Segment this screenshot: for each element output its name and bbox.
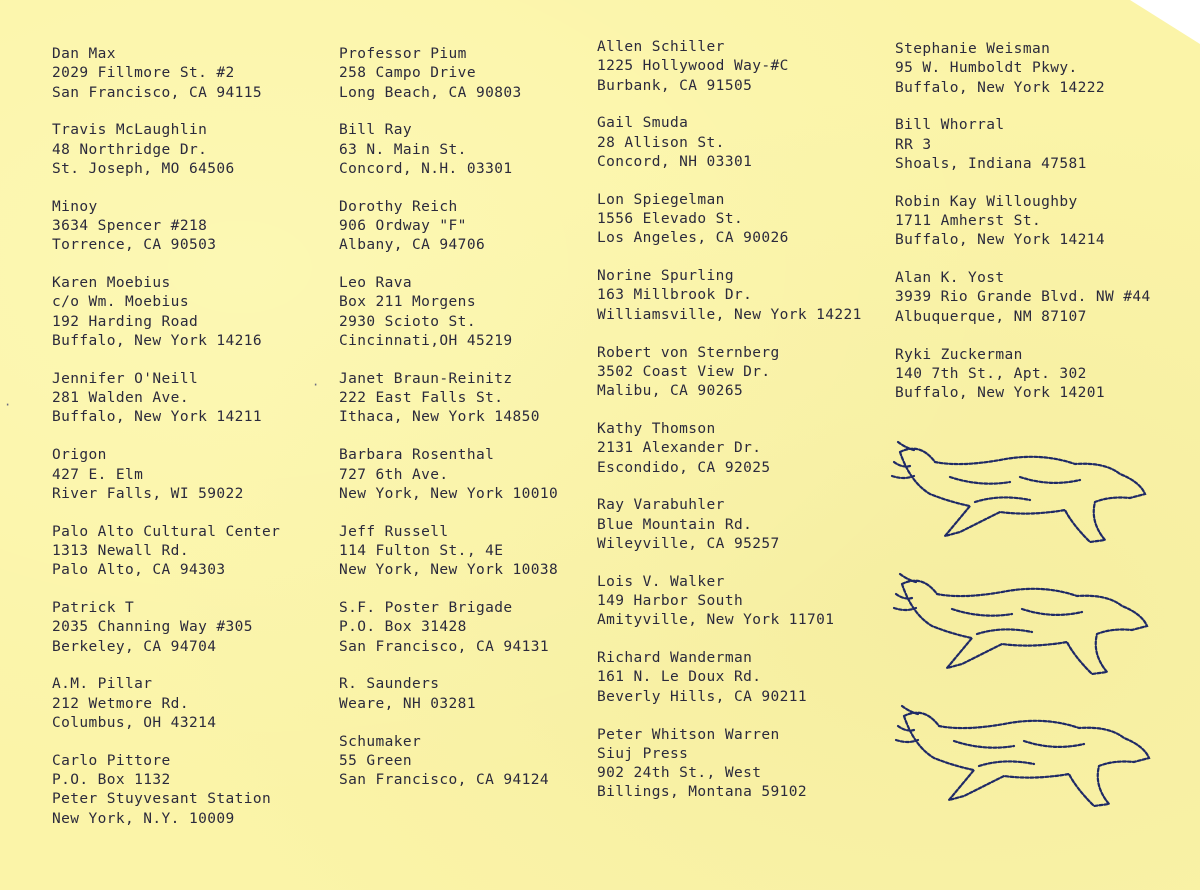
address-line: Shoals, Indiana 47581 xyxy=(895,155,1087,172)
address-entry xyxy=(52,274,342,351)
ink-speck: · xyxy=(312,378,320,392)
address-line: 161 N. Le Doux Rd. xyxy=(597,669,762,686)
contact-name: Robert von Sternberg xyxy=(597,344,780,361)
contact-name: Palo Alto Cultural Center xyxy=(52,523,281,540)
address-entry xyxy=(339,198,629,256)
address-column-2 xyxy=(339,45,629,809)
address-line: Ithaca, New York 14850 xyxy=(339,409,540,426)
address-line: 149 Harbor South xyxy=(597,593,744,610)
contact-name: Alan K. Yost xyxy=(895,270,1005,287)
rubber-stamp-illustrations xyxy=(890,432,1155,832)
address-line: Buffalo, New York 14216 xyxy=(52,333,262,350)
contact-name: Origon xyxy=(52,447,107,464)
address-entry xyxy=(339,446,629,504)
address-entry xyxy=(597,38,887,96)
address-line: Palo Alto, CA 94303 xyxy=(52,562,226,579)
contact-name: Bill Ray xyxy=(339,122,413,139)
address-line: 63 N. Main St. xyxy=(339,141,467,158)
contact-name: Carlo Pittore xyxy=(52,752,171,769)
address-line: 1225 Hollywood Way-#C xyxy=(597,58,789,75)
address-line: San Francisco, CA 94124 xyxy=(339,772,549,789)
address-line: Billings, Montana 59102 xyxy=(597,784,807,801)
address-line: 902 24th St., West xyxy=(597,765,762,782)
contact-name: Ray Varabuhler xyxy=(597,497,725,514)
address-entry xyxy=(597,726,887,803)
address-line: RR 3 xyxy=(895,136,932,153)
address-entry xyxy=(597,114,887,172)
address-column-3 xyxy=(597,38,887,821)
address-entry xyxy=(597,649,887,707)
address-entry xyxy=(895,116,1185,174)
address-line: 2930 Scioto St. xyxy=(339,313,476,330)
address-entry xyxy=(339,121,629,179)
address-entry xyxy=(52,446,342,504)
address-line: 48 Northridge Dr. xyxy=(52,141,208,158)
address-line: 2029 Fillmore St. #2 xyxy=(52,65,235,82)
address-entry xyxy=(597,420,887,478)
contact-name: Gail Smuda xyxy=(597,115,689,132)
address-line: Buffalo, New York 14222 xyxy=(895,79,1105,96)
contact-name: Robin Kay Willoughby xyxy=(895,193,1078,210)
address-column-4 xyxy=(895,40,1185,422)
address-entry xyxy=(597,267,887,325)
address-entry xyxy=(52,752,342,829)
address-line: 258 Campo Drive xyxy=(339,65,476,82)
address-line: 55 Green xyxy=(339,752,413,769)
address-line: 28 Allison St. xyxy=(597,134,725,151)
address-line: Buffalo, New York 14211 xyxy=(52,409,262,426)
address-line: 3939 Rio Grande Blvd. NW #44 xyxy=(895,289,1151,306)
address-line: Beverly Hills, CA 90211 xyxy=(597,688,807,705)
torn-corner xyxy=(1130,0,1200,44)
address-line: Wileyville, CA 95257 xyxy=(597,535,780,552)
address-line: 3502 Coast View Dr. xyxy=(597,363,771,380)
contact-name: Norine Spurling xyxy=(597,268,734,285)
address-line: Burbank, CA 91505 xyxy=(597,77,753,94)
address-entry xyxy=(597,191,887,249)
contact-name: Patrick T xyxy=(52,600,135,617)
address-line: Box 211 Morgens xyxy=(339,294,476,311)
address-line: c/o Wm. Moebius xyxy=(52,294,189,311)
address-line: Peter Stuyvesant Station xyxy=(52,791,272,808)
contact-name: R. Saunders xyxy=(339,676,440,693)
address-line: Torrence, CA 90503 xyxy=(52,237,217,254)
contact-name: Dorothy Reich xyxy=(339,198,458,215)
contact-name: Karen Moebius xyxy=(52,275,171,292)
address-entry xyxy=(52,599,342,657)
contact-name: Travis McLaughlin xyxy=(52,122,208,139)
address-line: 212 Wetmore Rd. xyxy=(52,695,189,712)
address-line: 1556 Elevado St. xyxy=(597,211,744,228)
running-dog-stamp-1 xyxy=(890,432,1155,554)
address-column-1 xyxy=(52,45,342,848)
contact-name: Barbara Rosenthal xyxy=(339,447,495,464)
address-line: 114 Fulton St., 4E xyxy=(339,542,504,559)
contact-name: Allen Schiller xyxy=(597,39,725,55)
address-line: P.O. Box 1132 xyxy=(52,772,171,789)
address-entry xyxy=(52,45,342,103)
address-entry xyxy=(339,599,629,657)
address-entry xyxy=(597,344,887,402)
contact-name: Janet Braun-Reinitz xyxy=(339,370,513,387)
contact-name: A.M. Pillar xyxy=(52,676,153,693)
address-line: 727 6th Ave. xyxy=(339,466,449,483)
address-line: San Francisco, CA 94115 xyxy=(52,84,262,101)
ink-speck: · xyxy=(4,398,12,412)
address-entry xyxy=(339,733,629,791)
address-entry xyxy=(597,573,887,631)
contact-name: Minoy xyxy=(52,198,98,215)
address-line: Concord, NH 03301 xyxy=(597,153,753,170)
address-entry xyxy=(895,193,1185,251)
address-line: 281 Walden Ave. xyxy=(52,390,189,407)
address-line: 1711 Amherst St. xyxy=(895,213,1042,230)
address-entry xyxy=(339,675,629,714)
contact-name: Kathy Thomson xyxy=(597,420,716,437)
address-line: New York, N.Y. 10009 xyxy=(52,810,235,827)
address-entry xyxy=(52,198,342,256)
address-line: 427 E. Elm xyxy=(52,466,144,483)
contact-name: Ryki Zuckerman xyxy=(895,346,1023,363)
address-line: Long Beach, CA 90803 xyxy=(339,84,522,101)
address-line: Siuj Press xyxy=(597,745,689,762)
address-entry xyxy=(597,496,887,554)
contact-name: Bill Whorral xyxy=(895,117,1005,134)
address-entry xyxy=(895,269,1185,327)
address-line: 906 Ordway "F" xyxy=(339,218,467,235)
address-line: Cincinnati,OH 45219 xyxy=(339,333,513,350)
address-line: Weare, NH 03281 xyxy=(339,695,476,712)
address-line: River Falls, WI 59022 xyxy=(52,485,244,502)
address-line: Albuquerque, NM 87107 xyxy=(895,308,1087,325)
address-line: Concord, N.H. 03301 xyxy=(339,160,513,177)
contact-name: Stephanie Weisman xyxy=(895,41,1051,57)
address-line: Albany, CA 94706 xyxy=(339,237,486,254)
contact-name: Lois V. Walker xyxy=(597,573,725,590)
running-dog-stamp-2 xyxy=(890,562,1155,684)
address-line: Berkeley, CA 94704 xyxy=(52,638,217,655)
address-line: Escondido, CA 92025 xyxy=(597,459,771,476)
contact-name: Professor Pium xyxy=(339,46,467,62)
contact-name: Lon Spiegelman xyxy=(597,191,725,208)
address-line: 2131 Alexander Dr. xyxy=(597,440,762,457)
address-line: New York, New York 10010 xyxy=(339,485,559,502)
contact-name: Schumaker xyxy=(339,733,422,750)
address-line: Columbus, OH 43214 xyxy=(52,715,217,732)
contact-name: Leo Rava xyxy=(339,275,413,292)
address-line: Buffalo, New York 14201 xyxy=(895,385,1105,402)
address-line: 140 7th St., Apt. 302 xyxy=(895,365,1087,382)
contact-name: Jeff Russell xyxy=(339,523,449,540)
contact-name: S.F. Poster Brigade xyxy=(339,600,513,617)
contact-name: Richard Wanderman xyxy=(597,650,753,667)
address-entry xyxy=(52,675,342,733)
address-line: St. Joseph, MO 64506 xyxy=(52,160,235,177)
address-entry xyxy=(52,370,342,428)
address-line: 2035 Channing Way #305 xyxy=(52,619,253,636)
address-line: Buffalo, New York 14214 xyxy=(895,232,1105,249)
address-line: P.O. Box 31428 xyxy=(339,619,467,636)
address-line: 3634 Spencer #218 xyxy=(52,218,208,235)
address-entry xyxy=(52,523,342,581)
address-line: San Francisco, CA 94131 xyxy=(339,638,549,655)
address-line: 222 East Falls St. xyxy=(339,390,504,407)
address-entry xyxy=(339,274,629,351)
address-line: 163 Millbrook Dr. xyxy=(597,287,753,304)
address-line: Williamsville, New York 14221 xyxy=(597,306,862,323)
address-entry xyxy=(339,45,629,103)
address-line: 95 W. Humboldt Pkwy. xyxy=(895,60,1078,77)
address-line: Blue Mountain Rd. xyxy=(597,516,753,533)
address-entry xyxy=(339,523,629,581)
address-line: Amityville, New York 11701 xyxy=(597,612,835,629)
address-entry xyxy=(52,121,342,179)
address-entry xyxy=(895,346,1185,404)
contact-name: Dan Max xyxy=(52,46,116,62)
contact-name: Jennifer O'Neill xyxy=(52,370,199,387)
address-line: Malibu, CA 90265 xyxy=(597,383,744,400)
address-entry xyxy=(339,370,629,428)
address-line: 192 Harding Road xyxy=(52,313,199,330)
address-line: New York, New York 10038 xyxy=(339,562,559,579)
contact-name: Peter Whitson Warren xyxy=(597,726,780,743)
address-line: Los Angeles, CA 90026 xyxy=(597,230,789,247)
running-dog-stamp-3 xyxy=(890,692,1155,814)
address-line: 1313 Newall Rd. xyxy=(52,542,189,559)
address-entry xyxy=(895,40,1185,98)
